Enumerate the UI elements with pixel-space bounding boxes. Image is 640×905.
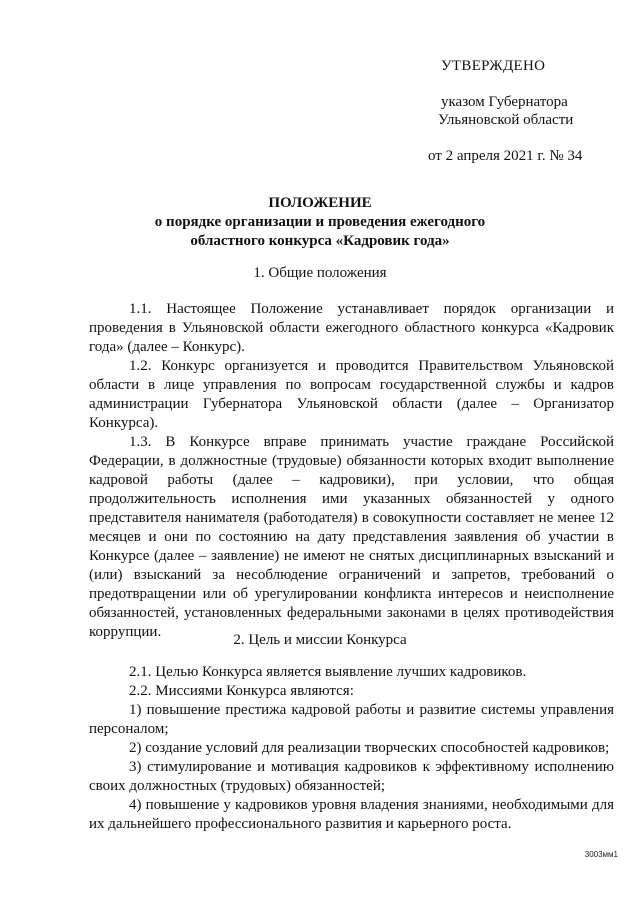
- paragraph: 2.1. Целью Конкурса является выявление лучших кадровиков.: [129, 664, 527, 680]
- paragraph: 2.2. Миссиями Конкурса являются:: [129, 683, 354, 699]
- approval-authority: указом Губернатора: [441, 94, 568, 110]
- approval-date: от 2 апреля 2021 г. № 34: [428, 148, 583, 164]
- document-title: [0, 194, 640, 251]
- section-1-body: [89, 300, 614, 642]
- approval-region: Ульяновской области: [438, 112, 574, 128]
- paragraph: 1.3. В Конкурсе вправе принимать участие граждане Российской Федерации, в должностные (трудовые) обязанности которых входит выполнение кадровой работы (далее – кадровики), при условии, что общая продолжительность исполнения ими указанных обязанностей у одного представителя нанимателя (работодателя) в совокупности составляет не менее 12 месяцев и они по состоянию на дату представления заявления об участии в Конкурсе (далее – заявление) не имеют не снятых дисциплинарных взысканий и (или) взысканий за несоблюдение ограничений и запретов, требований о предотвращении или об урегулировании конфликта интересов и неисполнение обязанностей, установленных федеральными законами в целях противодействия коррупции.: [89, 434, 614, 640]
- list-item: 3) стимулирование и мотивация кадровиков к эффективному исполнению своих должностных (трудовых) обязанностей;: [89, 759, 614, 794]
- title-line-2: о порядке организации и проведения ежегодного: [154, 214, 486, 230]
- list-item: 2) создание условий для реализации творческих способностей кадровиков;: [129, 740, 610, 756]
- section-2-body: [89, 663, 614, 834]
- list-item: 1) повышение престижа кадровой работы и развитие системы управления персоналом;: [89, 702, 614, 737]
- approval-block: [0, 0, 640, 170]
- paragraph: 1.2. Конкурс организуется и проводится Правительством Ульяновской области в лице управления по вопросам государственной службы и кадров администрации Губернатора Ульяновской области (далее – Организатор Конкурса).: [89, 358, 614, 431]
- title-line-3: областного конкурса «Кадровик года»: [190, 233, 450, 249]
- section-1-heading: 1. Общие положения: [253, 265, 387, 281]
- approval-stamp: УТВЕРЖДЕНО: [441, 58, 546, 74]
- title-line-1: ПОЛОЖЕНИЕ: [268, 195, 372, 211]
- paragraph: 1.1. Настоящее Положение устанавливает порядок организации и проведения в Ульяновской области ежегодного областного конкурса «Кадровик года» (далее – Конкурс).: [89, 301, 614, 355]
- document-code: 3003мм1: [584, 850, 618, 859]
- list-item: 4) повышение у кадровиков уровня владения знаниями, необходимыми для их дальнейшего профессионального развития и карьерного роста.: [89, 797, 614, 832]
- section-2-heading: 2. Цель и миссии Конкурса: [233, 632, 407, 648]
